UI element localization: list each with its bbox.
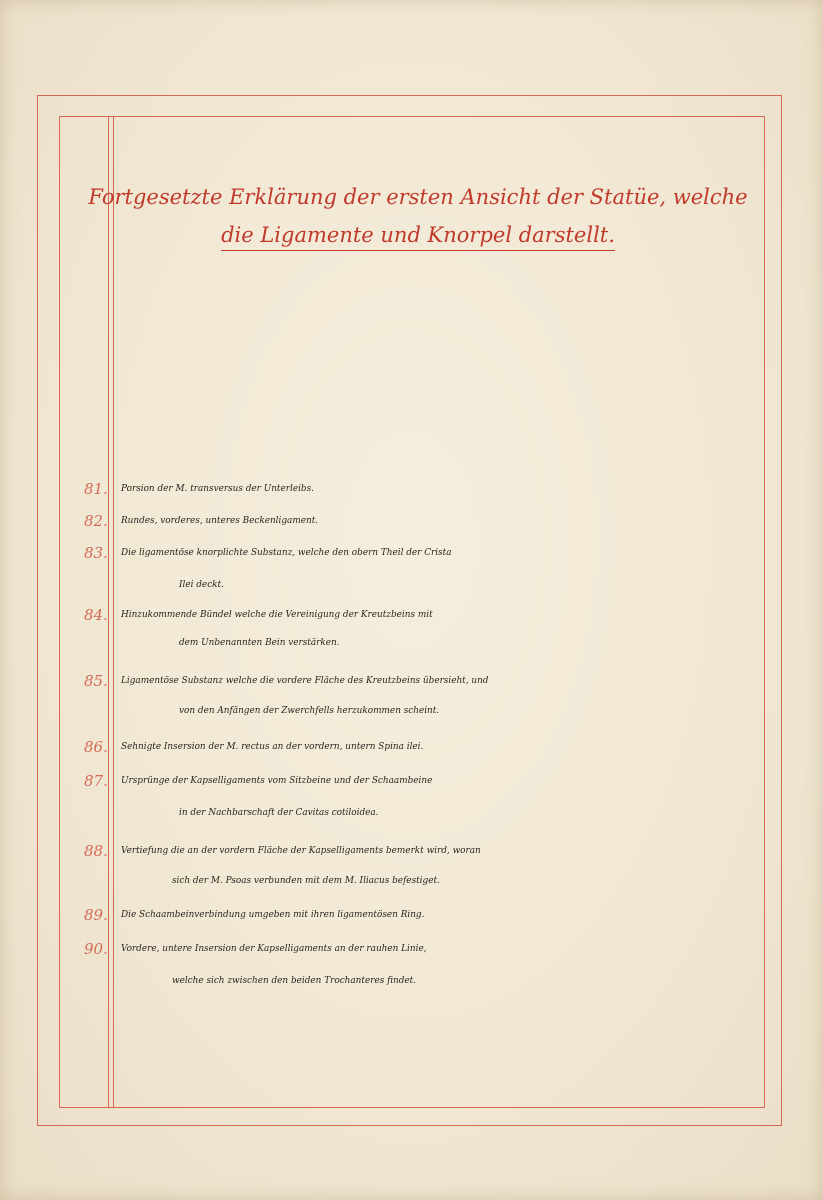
entry-text: Vertiefung die an der vordern Fläche der Kapselligaments bemerkt wird, woran	[121, 846, 481, 856]
entry-number: 87.	[84, 772, 108, 790]
entry-number: 81.	[84, 480, 108, 498]
entry-number: 89.	[84, 906, 108, 924]
entry-number: 88.	[84, 842, 108, 860]
entry-number: 90.	[84, 940, 108, 958]
entry-text-continuation: dem Unbenannten Bein verstärken.	[179, 638, 340, 648]
entry-number: 83.	[84, 544, 108, 562]
entry-text-continuation: von den Anfängen der Zwerchfells herzukommen scheint.	[179, 706, 440, 716]
entry-text: Rundes, vorderes, unteres Beckenligament.	[121, 516, 319, 526]
title-line-1: Fortgesetzte Erklärung der ersten Ansicht der Statüe, welche	[88, 185, 748, 209]
entry-text: Die ligamentöse knorplichte Substanz, welche den obern Theil der Crista	[121, 548, 452, 558]
entry-number: 85.	[84, 672, 108, 690]
entry-text-continuation: welche sich zwischen den beiden Trochanteres findet.	[172, 976, 417, 986]
entry-text-continuation: Ilei deckt.	[179, 580, 224, 590]
entry-number: 82.	[84, 512, 108, 530]
entry-number: 84.	[84, 606, 108, 624]
entry-number: 86.	[84, 738, 108, 756]
title-line-2: die Ligamente und Knorpel darstellt.	[221, 220, 615, 251]
entry-text: Sehnigte Insersion der M. rectus an der vordern, untern Spina ilei.	[121, 742, 424, 752]
entry-text: Ursprünge der Kapselligaments vom Sitzbeine und der Schaambeine	[121, 776, 433, 786]
entry-text: Vordere, untere Insersion der Kapselligaments an der rauhen Linie,	[121, 944, 427, 954]
entry-text-continuation: sich der M. Psoas verbunden mit dem M. Iliacus befestiget.	[172, 876, 440, 886]
entry-text-continuation: in der Nachbarschaft der Cavitas cotiloidea.	[179, 808, 379, 818]
entry-text: Die Schaambeinverbindung umgeben mit ihren ligamentösen Ring.	[121, 910, 425, 920]
entry-text: Hinzukommende Bündel welche die Vereinigung der Kreutzbeins mit	[121, 610, 433, 620]
entry-text: Porsion der M. transversus der Unterleibs.	[121, 484, 314, 494]
entry-text: Ligamentöse Substanz welche die vordere Fläche des Kreutzbeins übersieht, und	[121, 676, 489, 686]
